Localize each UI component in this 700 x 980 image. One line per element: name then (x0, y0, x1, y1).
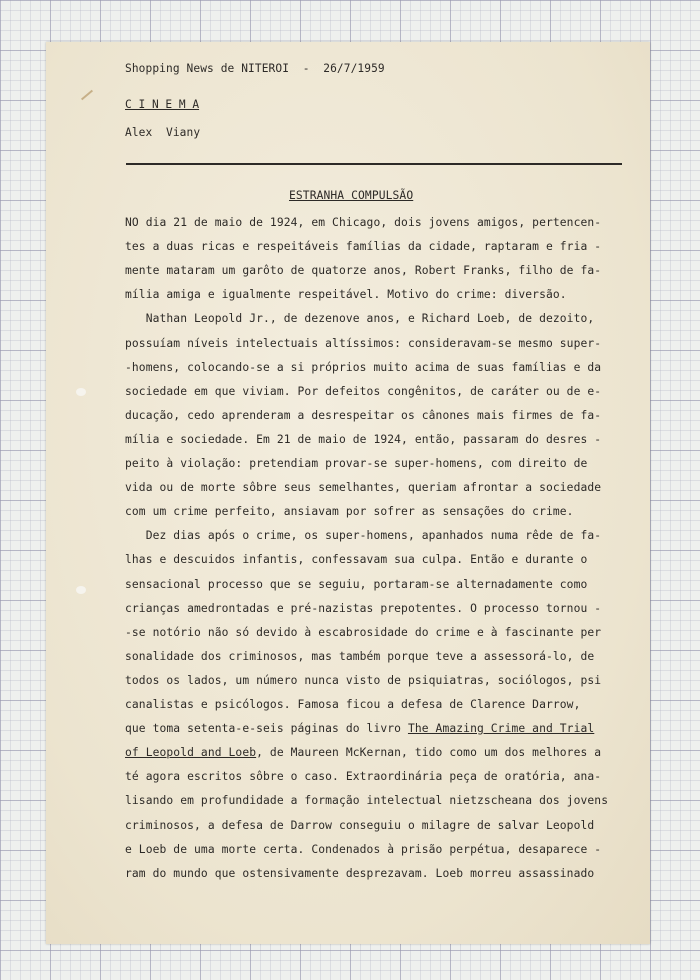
book-title: of Leopold and Loeb (125, 746, 257, 760)
header-divider (126, 163, 622, 165)
article-line: lhas e descuidos infantis, confessavam sua culpa. Então e durante o (125, 553, 588, 567)
article-title: ESTRANHA COMPULSÃO (289, 189, 414, 202)
article-line: ducação, cedo aprenderam a desrespeitar os cânones mais firmes de fa- (125, 408, 602, 422)
article-line: -se notório não só devido à escabrosidade do crime e à fascinante per (125, 625, 602, 639)
article-line: of Leopold and Loeb, de Maureen McKernan, tido como um dos melhores a (125, 746, 602, 760)
article-line: té agora escritos sôbre o caso. Extraordinária peça de oratória, ana- (125, 770, 602, 784)
article-line: tes a duas ricas e respeitáveis famílias da cidade, raptaram e fria - (125, 240, 602, 254)
punch-hole (76, 388, 86, 396)
article-line: Dez dias após o crime, os super-homens, apanhados numa rêde de fa- (125, 529, 602, 543)
publication-date-line: Shopping News de NITEROI - 26/7/1959 (125, 62, 385, 75)
article-line: crianças amedrontadas e pré-nazistas prepotentes. O processo tornou - (125, 601, 602, 615)
article-line: -homens, colocando-se a si próprios muito acima de suas famílias e da (125, 360, 602, 374)
ink-mark (81, 90, 93, 101)
article-line: sensacional processo que se seguiu, portaram-se alternadamente como (125, 577, 588, 591)
punch-hole (76, 586, 86, 594)
article-line: com um crime perfeito, ansiavam por sofrer as sensações do crime. (125, 505, 574, 519)
article-line: criminosos, a defesa de Darrow conseguiu o milagre de salvar Leopold (125, 818, 595, 832)
article-line: lisando em profundidade a formação intelectual nietzscheana dos jovens (125, 794, 609, 808)
section-title: C I N E M A (125, 98, 200, 111)
article-line: sociedade em que viviam. Por defeitos congênitos, de caráter ou de e- (125, 384, 602, 398)
author-name: Alex Viany (125, 126, 201, 139)
article-line: mília e sociedade. Em 21 de maio de 1924, então, passaram do desres - (125, 432, 602, 446)
typewritten-page (46, 42, 650, 944)
article-line: NO dia 21 de maio de 1924, em Chicago, dois jovens amigos, pertencen- (125, 216, 602, 229)
article-line: que toma setenta-e-seis páginas do livro The Amazing Crime and Trial (125, 722, 595, 736)
article-line: mente mataram um garôto de quatorze anos, Robert Franks, filho de fa- (125, 264, 602, 278)
book-title: The Amazing Crime and Trial (407, 722, 595, 736)
article-line: sonalidade dos criminosos, mas também porque teve a assessorá-lo, de (125, 649, 595, 663)
article-line: todos os lados, um número nunca visto de psiquiatras, sociólogos, psi (125, 673, 602, 687)
article-line: peito à violação: pretendiam provar-se super-homens, com direito de (125, 457, 588, 470)
article-line: e Loeb de uma morte certa. Condenados à prisão perpétua, desaparece - (125, 842, 602, 856)
article-line: canalistas e psicólogos. Famosa ficou a defesa de Clarence Darrow, (125, 698, 581, 711)
article-line: possuíam níveis intelectuais altíssimos: consideravam-se mesmo super- (125, 336, 602, 350)
article-line: vida ou de morte sôbre seus semelhantes, queriam afrontar a sociedade (125, 481, 602, 495)
article-line: mília amiga e igualmente respeitável. Motivo do crime: diversão. (125, 288, 567, 302)
article-line: Nathan Leopold Jr., de dezenove anos, e Richard Loeb, de dezoito, (125, 312, 595, 326)
article-line: ram do mundo que ostensivamente desprezavam. Loeb morreu assassinado (125, 866, 595, 880)
